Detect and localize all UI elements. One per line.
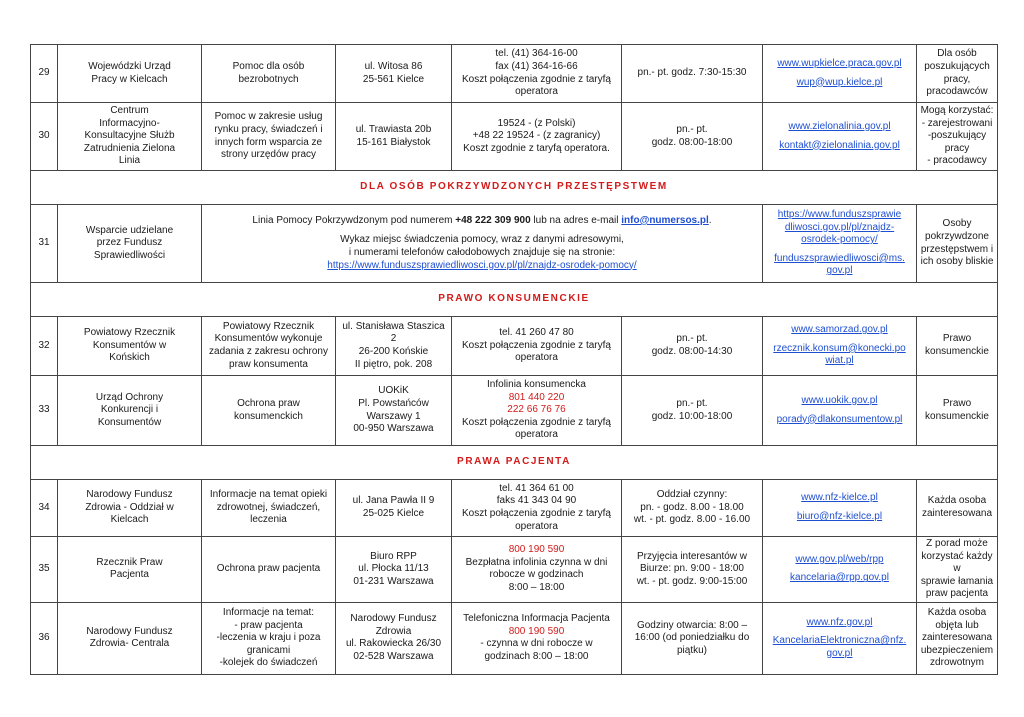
- opening-hours: Przyjęcia interesantów w Biurze: pn. 9:00 - 18:00 wt. - pt. godz. 9:00-15:00: [622, 537, 763, 603]
- help-locations-text: Wykaz miejsc świadczenia pomocy, wraz z danymi adresowymi, i numerami telefonów całodobowych znajduje się na stronie:: [340, 234, 624, 258]
- row-number: 33: [31, 376, 58, 446]
- table-row: [31, 45, 998, 103]
- address: Biuro RPP ul. Płocka 11/13 01-231 Warszawa: [336, 537, 452, 603]
- section-title-consumer: PRAWO KONSUMENCKIE: [31, 283, 998, 317]
- address: Narodowy Fundusz Zdrowia ul. Rakowiecka 26/30 02-528 Warszawa: [336, 602, 452, 674]
- help-scope: Informacje na temat: - praw pacjenta -leczenia w kraju i poza granicami -kolejek do świadczeń: [202, 602, 336, 674]
- opening-hours: pn.- pt. godz. 08:00-18:00: [622, 103, 763, 171]
- helpline-period: .: [708, 214, 712, 226]
- target-group: Każda osoba objęta lub zainteresowana ubezpieczeniem zdrowotnym: [917, 602, 998, 674]
- helpline-email-text: lub na adres e-mail: [533, 214, 619, 226]
- email-link[interactable]: wup@wup.kielce.pl: [796, 76, 883, 88]
- hotline-info: - czynna w dni robocze w godzinach 8:00 – 18:00: [480, 638, 593, 663]
- target-group: Dla osób poszukujących pracy, pracodawców: [917, 45, 998, 103]
- phone-info: [452, 602, 622, 674]
- opening-hours: pn.- pt. godz. 08:00-14:30: [622, 317, 763, 376]
- row-number: 36: [31, 602, 58, 674]
- contact-links: [763, 480, 917, 537]
- hotline-label: Infolinia konsumencka: [487, 379, 586, 391]
- opening-hours: pn.- pt. godz. 7:30-15:30: [622, 45, 763, 103]
- hotline-cost: Koszt połączenia zgodnie z taryfą operatora: [462, 416, 611, 441]
- contact-links: [763, 602, 917, 674]
- address: ul. Jana Pawła II 9 25-025 Kielce: [336, 480, 452, 537]
- table-row: [31, 317, 998, 376]
- address: ul. Witosa 86 25-561 Kielce: [336, 45, 452, 103]
- table-row: [31, 103, 998, 171]
- phone-text: tel. 41 364 61 00 faks 41 343 04 90 Koszt połączenia zgodnie z taryfą operatora: [462, 482, 611, 532]
- website-link[interactable]: www.wupkielce.praca.gov.pl: [777, 57, 902, 69]
- section-header: [31, 171, 998, 205]
- phone-info: [452, 376, 622, 446]
- table-row: [31, 205, 998, 283]
- phone-info: 19524 - (z Polski) +48 22 19524 - (z zagranicy) Koszt zgodnie z taryfą operatora.: [452, 103, 622, 171]
- hotline-number: 800 190 590: [508, 625, 565, 637]
- help-locations-link[interactable]: https://www.funduszsprawiedliwosci.gov.pl/pl/znajdz-osrodek-pomocy/: [327, 259, 637, 271]
- target-group: Osoby pokrzywdzone przestępstwem i ich osoby bliskie: [917, 205, 998, 283]
- table-row: [31, 537, 998, 603]
- email-link[interactable]: KancelariaElektroniczna@nfz. gov.pl: [772, 635, 907, 659]
- opening-hours: Oddział czynny: pn. - godz. 8.00 - 18.00 wt. - pt. godz. 8.00 - 16.00: [622, 480, 763, 537]
- target-group: Prawo konsumenckie: [917, 317, 998, 376]
- target-group: Każda osoba zainteresowana: [917, 480, 998, 537]
- hotline-label: Telefoniczna Informacja Pacjenta: [463, 613, 610, 625]
- phone-info: tel. (41) 364-16-00 fax (41) 364-16-66 Koszt połączenia zgodnie z taryfą operatora: [452, 45, 622, 103]
- website-link[interactable]: www.nfz-kielce.pl: [801, 492, 878, 504]
- institution-name: Narodowy Fundusz Zdrowia - Oddział w Kielcach: [58, 480, 202, 537]
- website-link[interactable]: www.uokik.gov.pl: [801, 394, 878, 406]
- institution-name: Wsparcie udzielane przez Fundusz Sprawiedliwości: [58, 205, 202, 283]
- row-number: 34: [31, 480, 58, 537]
- address: ul. Stanisława Staszica 2 26-200 Końskie II piętro, pok. 208: [336, 317, 452, 376]
- hotline-numbers: 801 440 220 222 66 76 76: [507, 391, 566, 416]
- contact-links: [763, 376, 917, 446]
- opening-hours: Godziny otwarcia: 8:00 – 16:00 (od poniedziałku do piątku): [622, 602, 763, 674]
- institution-name: Centrum Informacyjno- Konsultacyjne Służb Zatrudnienia Zielona Linia: [58, 103, 202, 171]
- target-group: Prawo konsumenckie: [917, 376, 998, 446]
- help-scope: Pomoc w zakresie usług rynku pracy, świadczeń i innych form wsparcia ze strony urzędów pracy: [202, 103, 336, 171]
- contact-links: [763, 317, 917, 376]
- help-scope: Ochrona praw konsumenckich: [202, 376, 336, 446]
- help-scope: Pomoc dla osób bezrobotnych: [202, 45, 336, 103]
- table-row: [31, 376, 998, 446]
- email-link[interactable]: rzecznik.konsum@konecki.po wiat.pl: [773, 342, 906, 367]
- institution-name: Rzecznik Praw Pacjenta: [58, 537, 202, 603]
- email-link[interactable]: porady@dlakonsumentow.pl: [776, 413, 903, 425]
- row-number: 30: [31, 103, 58, 171]
- target-group: Mogą korzystać: - zarejestrowani -poszukujący pracy - pracodawcy: [917, 103, 998, 171]
- phone-info: [452, 480, 622, 537]
- phone-info: tel. 41 260 47 80 Koszt połączenia zgodnie z taryfą operatora: [452, 317, 622, 376]
- website-link[interactable]: www.gov.pl/web/rpp: [795, 553, 884, 565]
- helpline-phone: +48 222 309 900: [455, 214, 531, 226]
- email-link[interactable]: biuro@nfz-kielce.pl: [796, 511, 883, 522]
- website-link[interactable]: www.nfz.gov.pl: [806, 616, 873, 628]
- help-scope: Informacje na temat opieki zdrowotnej, świadczeń, leczenia: [202, 480, 336, 537]
- opening-hours: pn.- pt. godz. 10:00-18:00: [622, 376, 763, 446]
- table-row: [31, 602, 998, 674]
- section-title-patients: PRAWA PACJENTA: [31, 446, 998, 480]
- email-link[interactable]: kontakt@zielonalinia.gov.pl: [779, 139, 900, 151]
- row-number: 35: [31, 537, 58, 603]
- website-link[interactable]: https://www.funduszsprawie dliwosci.gov.pl/pl/znajdz- osrodek-pomocy/: [777, 209, 902, 246]
- helpline-info: [202, 205, 763, 283]
- address: UOKiK Pl. Powstańców Warszawy 1 00-950 Warszawa: [336, 376, 452, 446]
- row-number: 32: [31, 317, 58, 376]
- institution-name: Wojewódzki Urząd Pracy w Kielcach: [58, 45, 202, 103]
- contact-links: [763, 205, 917, 283]
- section-header: [31, 446, 998, 480]
- institution-name: Urząd Ochrony Konkurencji i Konsumentów: [58, 376, 202, 446]
- helpline-text: Linia Pomocy Pokrzywdzonym pod numerem: [252, 214, 453, 226]
- institution-name: Powiatowy Rzecznik Konsumentów w Końskich: [58, 317, 202, 376]
- address: ul. Trawiasta 20b 15-161 Białystok: [336, 103, 452, 171]
- target-group: Z porad może korzystać każdy w sprawie łamania praw pacjenta: [917, 537, 998, 603]
- phone-info: [452, 537, 622, 603]
- row-number: 31: [31, 205, 58, 283]
- section-title-victims: DLA OSÓB POKRZYWDZONYCH PRZESTĘPSTWEM: [31, 171, 998, 205]
- contact-links: [763, 103, 917, 171]
- email-link[interactable]: kancelaria@rpp.gov.pl: [790, 572, 889, 584]
- contact-links: [763, 537, 917, 603]
- hotline-number: 800 190 590: [508, 544, 565, 556]
- row-number: 29: [31, 45, 58, 103]
- table-row: [31, 480, 998, 537]
- hotline-info: Bezpłatna infolinia czynna w dni robocze w godzinach 8:00 – 18:00: [465, 556, 608, 594]
- contact-links: [763, 45, 917, 103]
- email-link[interactable]: funduszsprawiedliwosci@ms. gov.pl: [774, 252, 905, 277]
- website-link[interactable]: www.samorzad.gov.pl: [791, 324, 888, 336]
- section-header: [31, 283, 998, 317]
- help-scope: Ochrona praw pacjenta: [202, 537, 336, 603]
- website-link[interactable]: www.zielonalinia.gov.pl: [788, 120, 891, 132]
- help-scope: Powiatowy Rzecznik Konsumentów wykonuje zadania z zakresu ochrony praw konsumenta: [202, 317, 336, 376]
- institutions-table: [30, 44, 998, 675]
- helpline-email-link[interactable]: info@numersos.pl: [621, 214, 709, 226]
- institution-name: Narodowy Fundusz Zdrowia- Centrala: [58, 602, 202, 674]
